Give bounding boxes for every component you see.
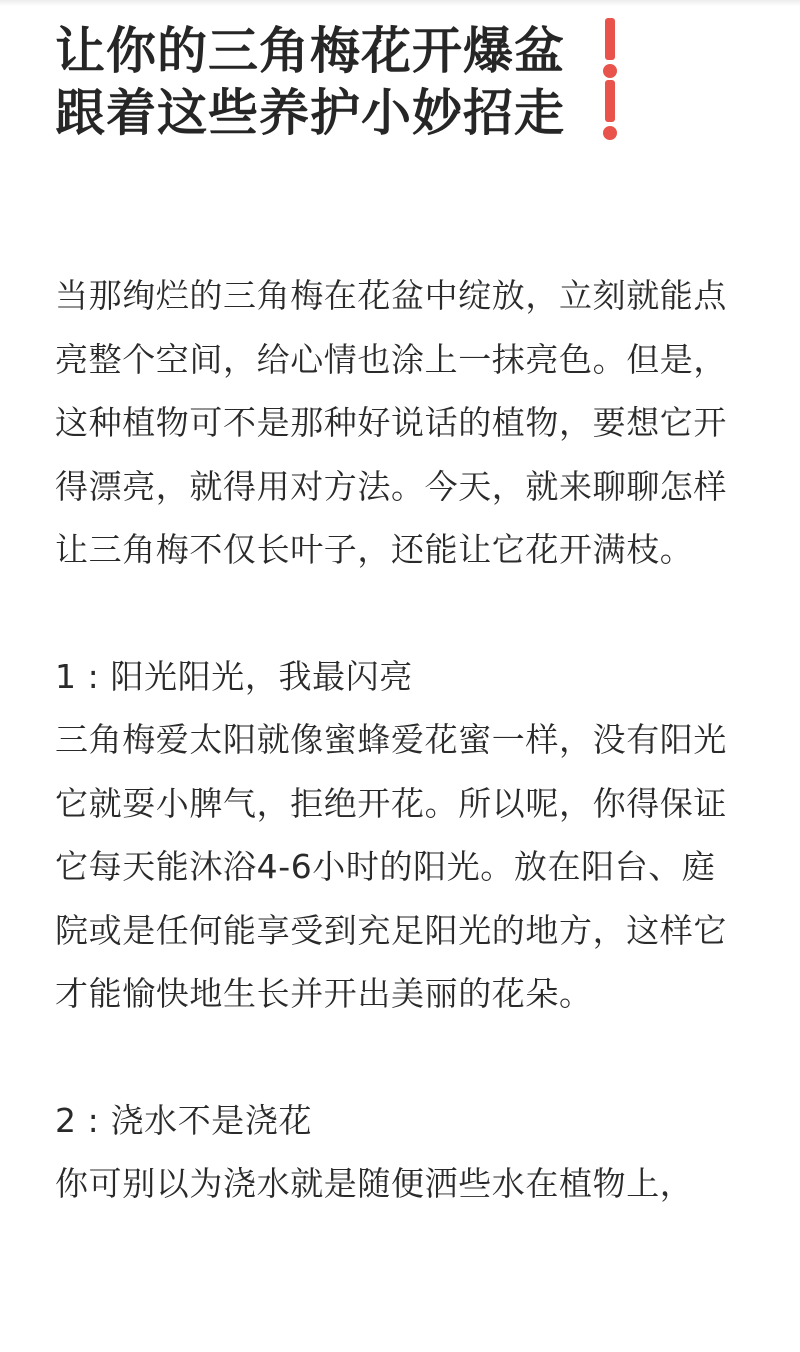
headline-text-1: 让你的三角梅花开爆盆 [55,22,565,80]
headline [55,16,755,140]
headline-text-2: 跟着这些养护小妙招走 [55,84,565,142]
paragraph-spacer [55,1026,735,1089]
headline-line-2 [55,78,755,140]
top-edge-divider [0,0,800,6]
article-header [55,16,755,140]
article-body [55,264,735,1216]
section-2-body: 你可别以为浇水就是随便洒些水在植物上， [55,1164,694,1203]
section-2-title: 2 : 浇水不是浇花 [55,1100,313,1140]
exclamation-icon [603,80,617,138]
section-1-title: 1 : 阳光阳光，我最闪亮 [55,656,413,696]
intro-paragraph: 当那绚烂的三角梅在花盆中绽放，立刻就能点亮整个空间，给心情也涂上一抹亮色。但是，这种植物可不是那种好说话的植物，要想它开得漂亮，就得用对方法。今天，就来聊聊怎样让三角梅不仅长叶子，还能让它花开满枝。 [55,276,727,569]
paragraph-spacer [55,582,735,645]
exclamation-icon [603,18,617,76]
headline-line-1 [55,16,755,78]
section-1-body: 三角梅爱太阳就像蜜蜂爱花蜜一样，没有阳光它就耍小脾气，拒绝开花。所以呢，你得保证它每天能沐浴4-6小时的阳光。放在阳台、庭院或是任何能享受到充足阳光的地方，这样它才能愉快地生长并开出美丽的花朵。 [55,720,727,1013]
